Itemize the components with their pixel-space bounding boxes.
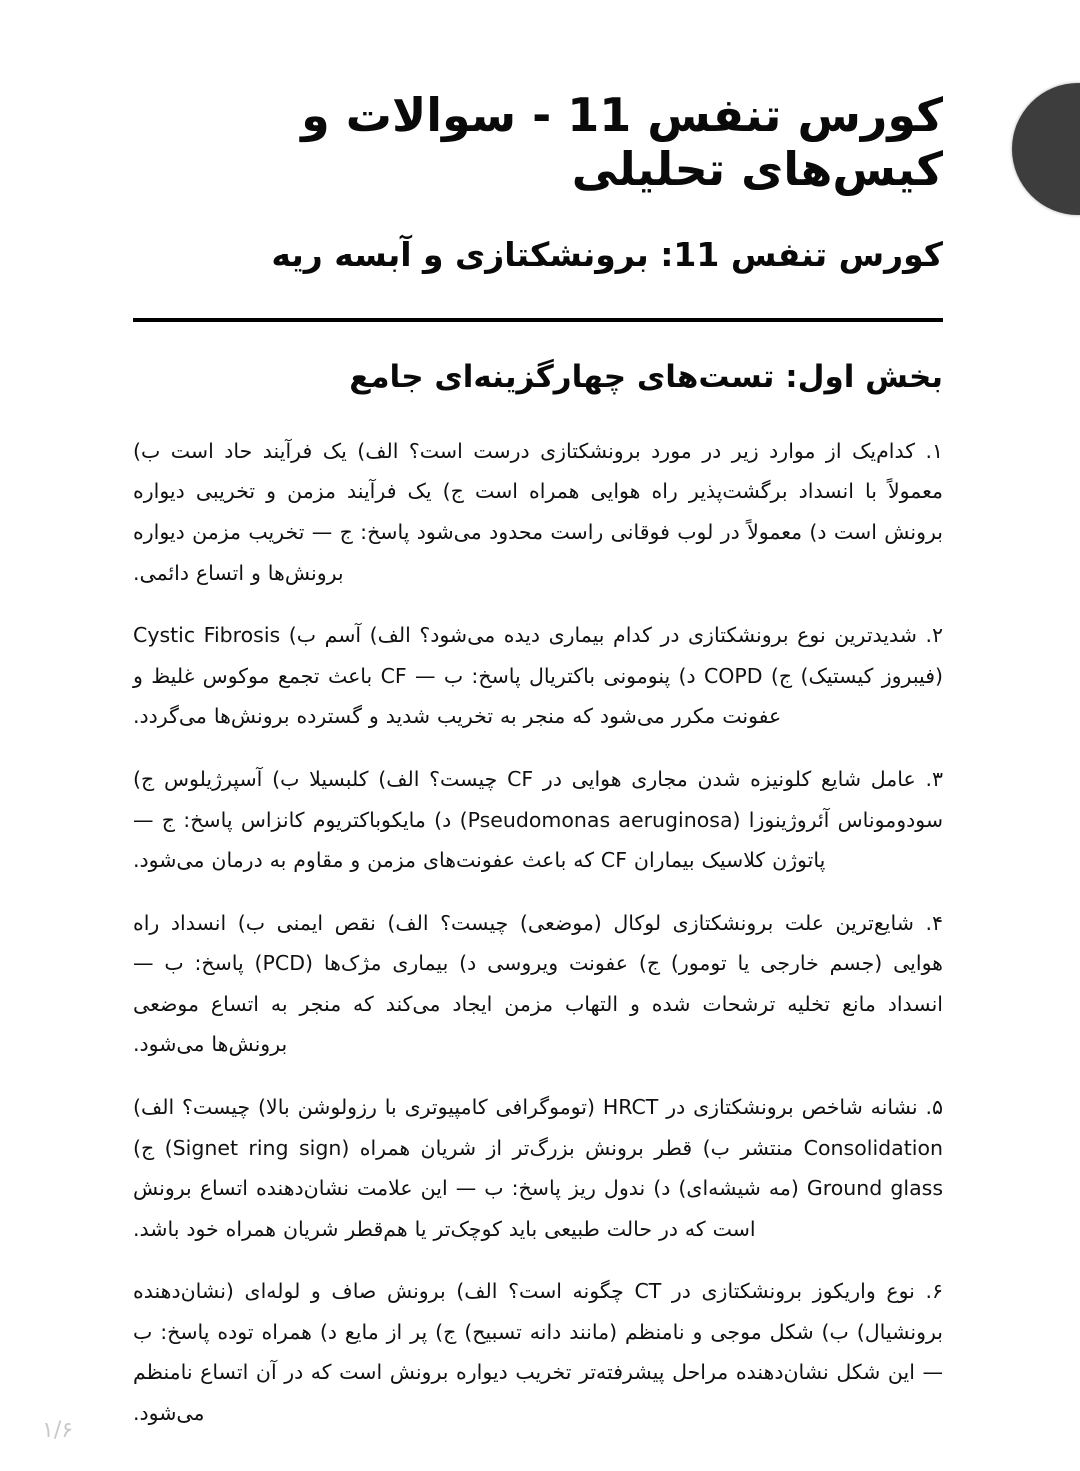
question-item: ۳. عامل شایع کلونیزه شدن مجاری هوایی در CF چیست؟ الف) کلبسیلا ب) آسپرژیلوس ج) سودوموناس آئروژینوزا (Pseudomonas aeruginosa) د) مایکوباکتریوم کانزاس پاسخ: ج — پاتوژن کلاسیک بیماران CF که باعث عفونت‌های مزمن و مقاوم به درمان می‌شود. [133, 766, 944, 873]
question-item: ۴. شایع‌ترین علت برونشکتازی لوکال (موضعی) چیست؟ الف) نقص ایمنی ب) انسداد راه هوایی (جسم خارجی یا تومور) ج) عفونت ویروسی د) بیماری مژک‌ها (PCD) پاسخ: ب — انسداد مانع تخلیه ترشحات شده و التهاب مزمن ایجاد می‌کند که منجر به اتساع موضعی برونش‌ها می‌شود. [133, 910, 943, 1057]
page-title: کورس تنفس 11 - سوالات و کیس‌های تحلیلی [301, 88, 943, 197]
section-heading: بخش اول: تست‌های چهارگزینه‌ای جامع [349, 359, 943, 396]
question-item: ۱. کدام‌یک از موارد زیر در مورد برونشکتازی درست است؟ الف) یک فرآیند حاد است ب) معمولاً با انسداد برگشت‌پذیر راه هوایی همراه است ج) یک فرآیند مزمن و تخریبی دیواره برونش است د) معمولاً در لوب فوقانی راست محدود می‌شود پاسخ: ج — تخریب مزمن دیواره برونش‌ها و اتساع دائمی. [133, 438, 943, 585]
question-item: ۶. نوع واریکوز برونشکتازی در CT چگونه است؟ الف) برونش صاف و لوله‌ای (نشان‌دهنده برونشیال) ب) شکل موجی و نامنظم (مانند دانه تسبیح) ج) پر از مایع د) همراه توده پاسخ: ب — این شکل نشان‌دهنده مراحل پیشرفته‌تر تخریب دیواره برونش است که در آن اتساع نامنظم می‌شود. [133, 1279, 943, 1426]
question-item: ۲. شدیدترین نوع برونشکتازی در کدام بیماری دیده می‌شود؟ الف) آسم ب) Cystic Fibrosis (فیبروز کیستیک) ج) COPD د) پنومونی باکتریال پاسخ: ب — CF باعث تجمع موکوس غلیظ و عفونت مکرر می‌شود که منجر به تخریب شدید و گسترده برونش‌ها می‌گردد. [133, 623, 943, 729]
document-subtitle: کورس تنفس 11: برونشکتازی و آبسه ریه [271, 234, 943, 274]
page-number: ۱/۶ [42, 1418, 74, 1443]
question-item: ۵. نشانه شاخص برونشکتازی در HRCT (توموگرافی کامپیوتری با رزولوشن بالا) چیست؟ الف) Consolidation منتشر ب) قطر برونش بزرگ‌تر از شریان همراه (Signet ring sign) ج) Ground glass (مه شیشه‌ای) د) ندول ریز پاسخ: ب — این علامت نشان‌دهنده اتساع برونش است که در حالت طبیعی باید کوچک‌تر یا هم‌قطر شریان همراه خود باشد. [133, 1094, 943, 1241]
question-list [133, 397, 943, 1434]
